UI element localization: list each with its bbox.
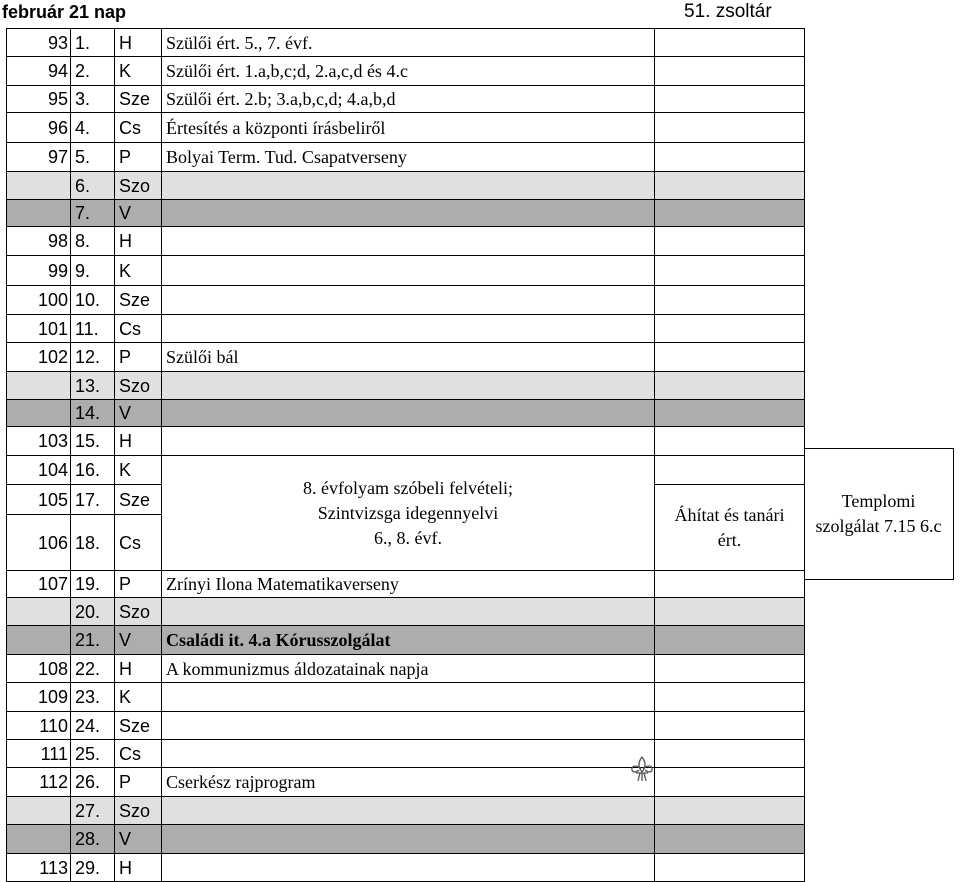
church-line-2: szolgálat 7.15 6.c <box>815 516 942 536</box>
event-cell <box>162 227 655 256</box>
extra-cell <box>655 143 805 172</box>
day-of-month: 7. <box>71 200 115 227</box>
day-of-month: 2. <box>71 57 115 86</box>
day-of-month: 10. <box>71 286 115 315</box>
weekday: Sze <box>115 86 162 113</box>
day-of-month: 27. <box>71 797 115 825</box>
exam-line: Szintvizsga idegennyelvi <box>317 502 499 523</box>
weekday: V <box>115 825 162 854</box>
extra-cell <box>655 712 805 740</box>
extra-cell <box>655 57 805 86</box>
day-of-month: 1. <box>71 29 115 57</box>
event-cell: Bolyai Term. Tud. Csapatverseny <box>162 143 655 172</box>
day-of-month: 8. <box>71 227 115 256</box>
event-cell <box>162 712 655 740</box>
weekday: H <box>115 227 162 256</box>
calendar-row <box>7 768 805 797</box>
event-cell <box>162 256 655 286</box>
row-number: 96 <box>7 113 71 143</box>
calendar-row <box>7 854 805 882</box>
calendar-row <box>7 256 805 286</box>
calendar-row <box>7 626 805 655</box>
day-of-month: 29. <box>71 854 115 882</box>
row-number: 93 <box>7 29 71 57</box>
event-cell: Zrínyi Ilona Matematikaverseny <box>162 571 655 598</box>
row-number: 110 <box>7 712 71 740</box>
oral-exam-note <box>162 456 655 571</box>
extra-cell <box>655 29 805 57</box>
extra-cell <box>655 571 805 598</box>
devotion-line: ért. <box>717 529 742 550</box>
calendar-row <box>7 571 805 598</box>
calendar-row <box>7 29 805 57</box>
day-of-month: 18. <box>71 515 115 571</box>
weekday: Cs <box>115 515 162 571</box>
row-number <box>7 372 71 400</box>
day-of-month: 13. <box>71 372 115 400</box>
row-number: 97 <box>7 143 71 172</box>
extra-cell <box>655 825 805 854</box>
weekday: Szo <box>115 797 162 825</box>
event-cell: Szülői ért. 2.b; 3.a,b,c,d; 4.a,b,d <box>162 86 655 113</box>
row-number: 109 <box>7 683 71 712</box>
extra-cell <box>655 655 805 683</box>
calendar-row <box>7 315 805 343</box>
day-of-month: 21. <box>71 626 115 655</box>
event-cell <box>162 740 655 768</box>
row-number <box>7 172 71 200</box>
event-cell: Cserkész rajprogram <box>162 768 655 797</box>
weekday: Szo <box>115 372 162 400</box>
extra-cell <box>655 427 805 456</box>
calendar-row <box>7 797 805 825</box>
event-cell <box>162 400 655 427</box>
calendar-row <box>7 113 805 143</box>
event-cell <box>162 598 655 626</box>
calendar-row <box>7 598 805 626</box>
weekday: H <box>115 655 162 683</box>
event-cell: Szülői ért. 1.a,b,c;d, 2.a,c,d és 4.c <box>162 57 655 86</box>
weekday: V <box>115 200 162 227</box>
weekday: V <box>115 626 162 655</box>
day-of-month: 22. <box>71 655 115 683</box>
extra-cell <box>655 740 805 768</box>
extra-cell <box>655 343 805 372</box>
weekday: K <box>115 256 162 286</box>
extra-cell <box>655 200 805 227</box>
weekday: P <box>115 143 162 172</box>
day-of-month: 20. <box>71 598 115 626</box>
extra-cell <box>655 683 805 712</box>
calendar-row <box>7 86 805 113</box>
day-of-month: 19. <box>71 571 115 598</box>
weekday: H <box>115 29 162 57</box>
row-number: 102 <box>7 343 71 372</box>
extra-cell <box>655 227 805 256</box>
day-of-month: 5. <box>71 143 115 172</box>
event-cell: Szülői bál <box>162 343 655 372</box>
event-cell <box>162 854 655 882</box>
day-of-month: 3. <box>71 86 115 113</box>
event-cell: Családi it. 4.a Kórusszolgálat <box>162 626 655 655</box>
calendar-table <box>6 28 805 882</box>
row-number: 104 <box>7 456 71 485</box>
event-cell <box>162 825 655 854</box>
extra-cell <box>655 854 805 882</box>
row-number: 103 <box>7 427 71 456</box>
event-cell <box>162 286 655 315</box>
calendar-row <box>7 172 805 200</box>
weekday: V <box>115 400 162 427</box>
day-of-month: 15. <box>71 427 115 456</box>
weekday: Sze <box>115 485 162 515</box>
calendar-row <box>7 655 805 683</box>
extra-cell <box>655 256 805 286</box>
exam-line: 6., 8. évf. <box>374 527 442 548</box>
extra-cell <box>655 286 805 315</box>
devotion-line: Áhítat és tanári <box>674 504 785 525</box>
weekday: Sze <box>115 286 162 315</box>
day-of-month: 6. <box>71 172 115 200</box>
row-number: 111 <box>7 740 71 768</box>
event-cell <box>162 683 655 712</box>
row-number <box>7 400 71 427</box>
weekday: Sze <box>115 712 162 740</box>
row-number: 100 <box>7 286 71 315</box>
row-number: 112 <box>7 768 71 797</box>
row-number: 94 <box>7 57 71 86</box>
month-title: február 21 nap <box>2 2 127 22</box>
calendar-row <box>7 372 805 400</box>
event-cell: Értesítés a központi írásbeliről <box>162 113 655 143</box>
exam-line: 8. évfolyam szóbeli felvételi; <box>303 477 513 498</box>
weekday: Cs <box>115 315 162 343</box>
calendar-row <box>7 825 805 854</box>
weekday: H <box>115 854 162 882</box>
extra-cell <box>655 400 805 427</box>
calendar-row <box>7 57 805 86</box>
calendar-row <box>7 286 805 315</box>
extra-cell <box>655 315 805 343</box>
event-cell <box>162 200 655 227</box>
day-of-month: 26. <box>71 768 115 797</box>
church-line-1: Templomi <box>841 491 916 511</box>
weekday: K <box>115 683 162 712</box>
row-number <box>7 626 71 655</box>
event-cell: Szülői ért. 5., 7. évf. <box>162 29 655 57</box>
row-number: 106 <box>7 515 71 571</box>
calendar-row <box>7 227 805 256</box>
calendar-row <box>7 740 805 768</box>
extra-cell <box>655 797 805 825</box>
weekday: K <box>115 456 162 485</box>
calendar-row <box>7 456 805 485</box>
weekday: Szo <box>115 598 162 626</box>
extra-cell <box>655 598 805 626</box>
extra-cell <box>655 172 805 200</box>
day-of-month: 25. <box>71 740 115 768</box>
day-of-month: 4. <box>71 113 115 143</box>
weekday: P <box>115 571 162 598</box>
calendar-row <box>7 427 805 456</box>
weekday: K <box>115 57 162 86</box>
day-of-month: 12. <box>71 343 115 372</box>
day-of-month: 23. <box>71 683 115 712</box>
calendar-row <box>7 143 805 172</box>
event-cell <box>162 797 655 825</box>
day-of-month: 9. <box>71 256 115 286</box>
calendar-row <box>7 343 805 372</box>
row-number: 107 <box>7 571 71 598</box>
row-number: 101 <box>7 315 71 343</box>
calendar-row <box>7 400 805 427</box>
event-cell: A kommunizmus áldozatainak napja <box>162 655 655 683</box>
event-cell <box>162 372 655 400</box>
row-number <box>7 797 71 825</box>
psalm-reference: 51. zsoltár <box>684 1 772 22</box>
day-of-month: 17. <box>71 485 115 515</box>
extra-cell <box>655 456 805 485</box>
day-of-month: 16. <box>71 456 115 485</box>
weekday: H <box>115 427 162 456</box>
weekday: Cs <box>115 740 162 768</box>
extra-cell <box>655 626 805 655</box>
day-of-month: 24. <box>71 712 115 740</box>
row-number <box>7 825 71 854</box>
extra-cell <box>655 86 805 113</box>
day-of-month: 11. <box>71 315 115 343</box>
weekday: P <box>115 343 162 372</box>
event-cell <box>162 427 655 456</box>
day-of-month: 28. <box>71 825 115 854</box>
row-number: 108 <box>7 655 71 683</box>
fleur-de-lis-icon <box>628 755 656 783</box>
calendar-row <box>7 683 805 712</box>
row-number: 113 <box>7 854 71 882</box>
extra-cell <box>655 113 805 143</box>
calendar-row <box>7 712 805 740</box>
calendar-row <box>7 200 805 227</box>
row-number: 95 <box>7 86 71 113</box>
event-cell <box>162 172 655 200</box>
row-number: 99 <box>7 256 71 286</box>
row-number: 105 <box>7 485 71 515</box>
row-number: 98 <box>7 227 71 256</box>
weekday: P <box>115 768 162 797</box>
church-service-note <box>804 448 954 580</box>
weekday: Szo <box>115 172 162 200</box>
extra-cell <box>655 372 805 400</box>
extra-cell <box>655 768 805 797</box>
weekday: Cs <box>115 113 162 143</box>
event-cell <box>162 315 655 343</box>
row-number <box>7 200 71 227</box>
row-number <box>7 598 71 626</box>
devotion-note <box>655 485 805 571</box>
day-of-month: 14. <box>71 400 115 427</box>
